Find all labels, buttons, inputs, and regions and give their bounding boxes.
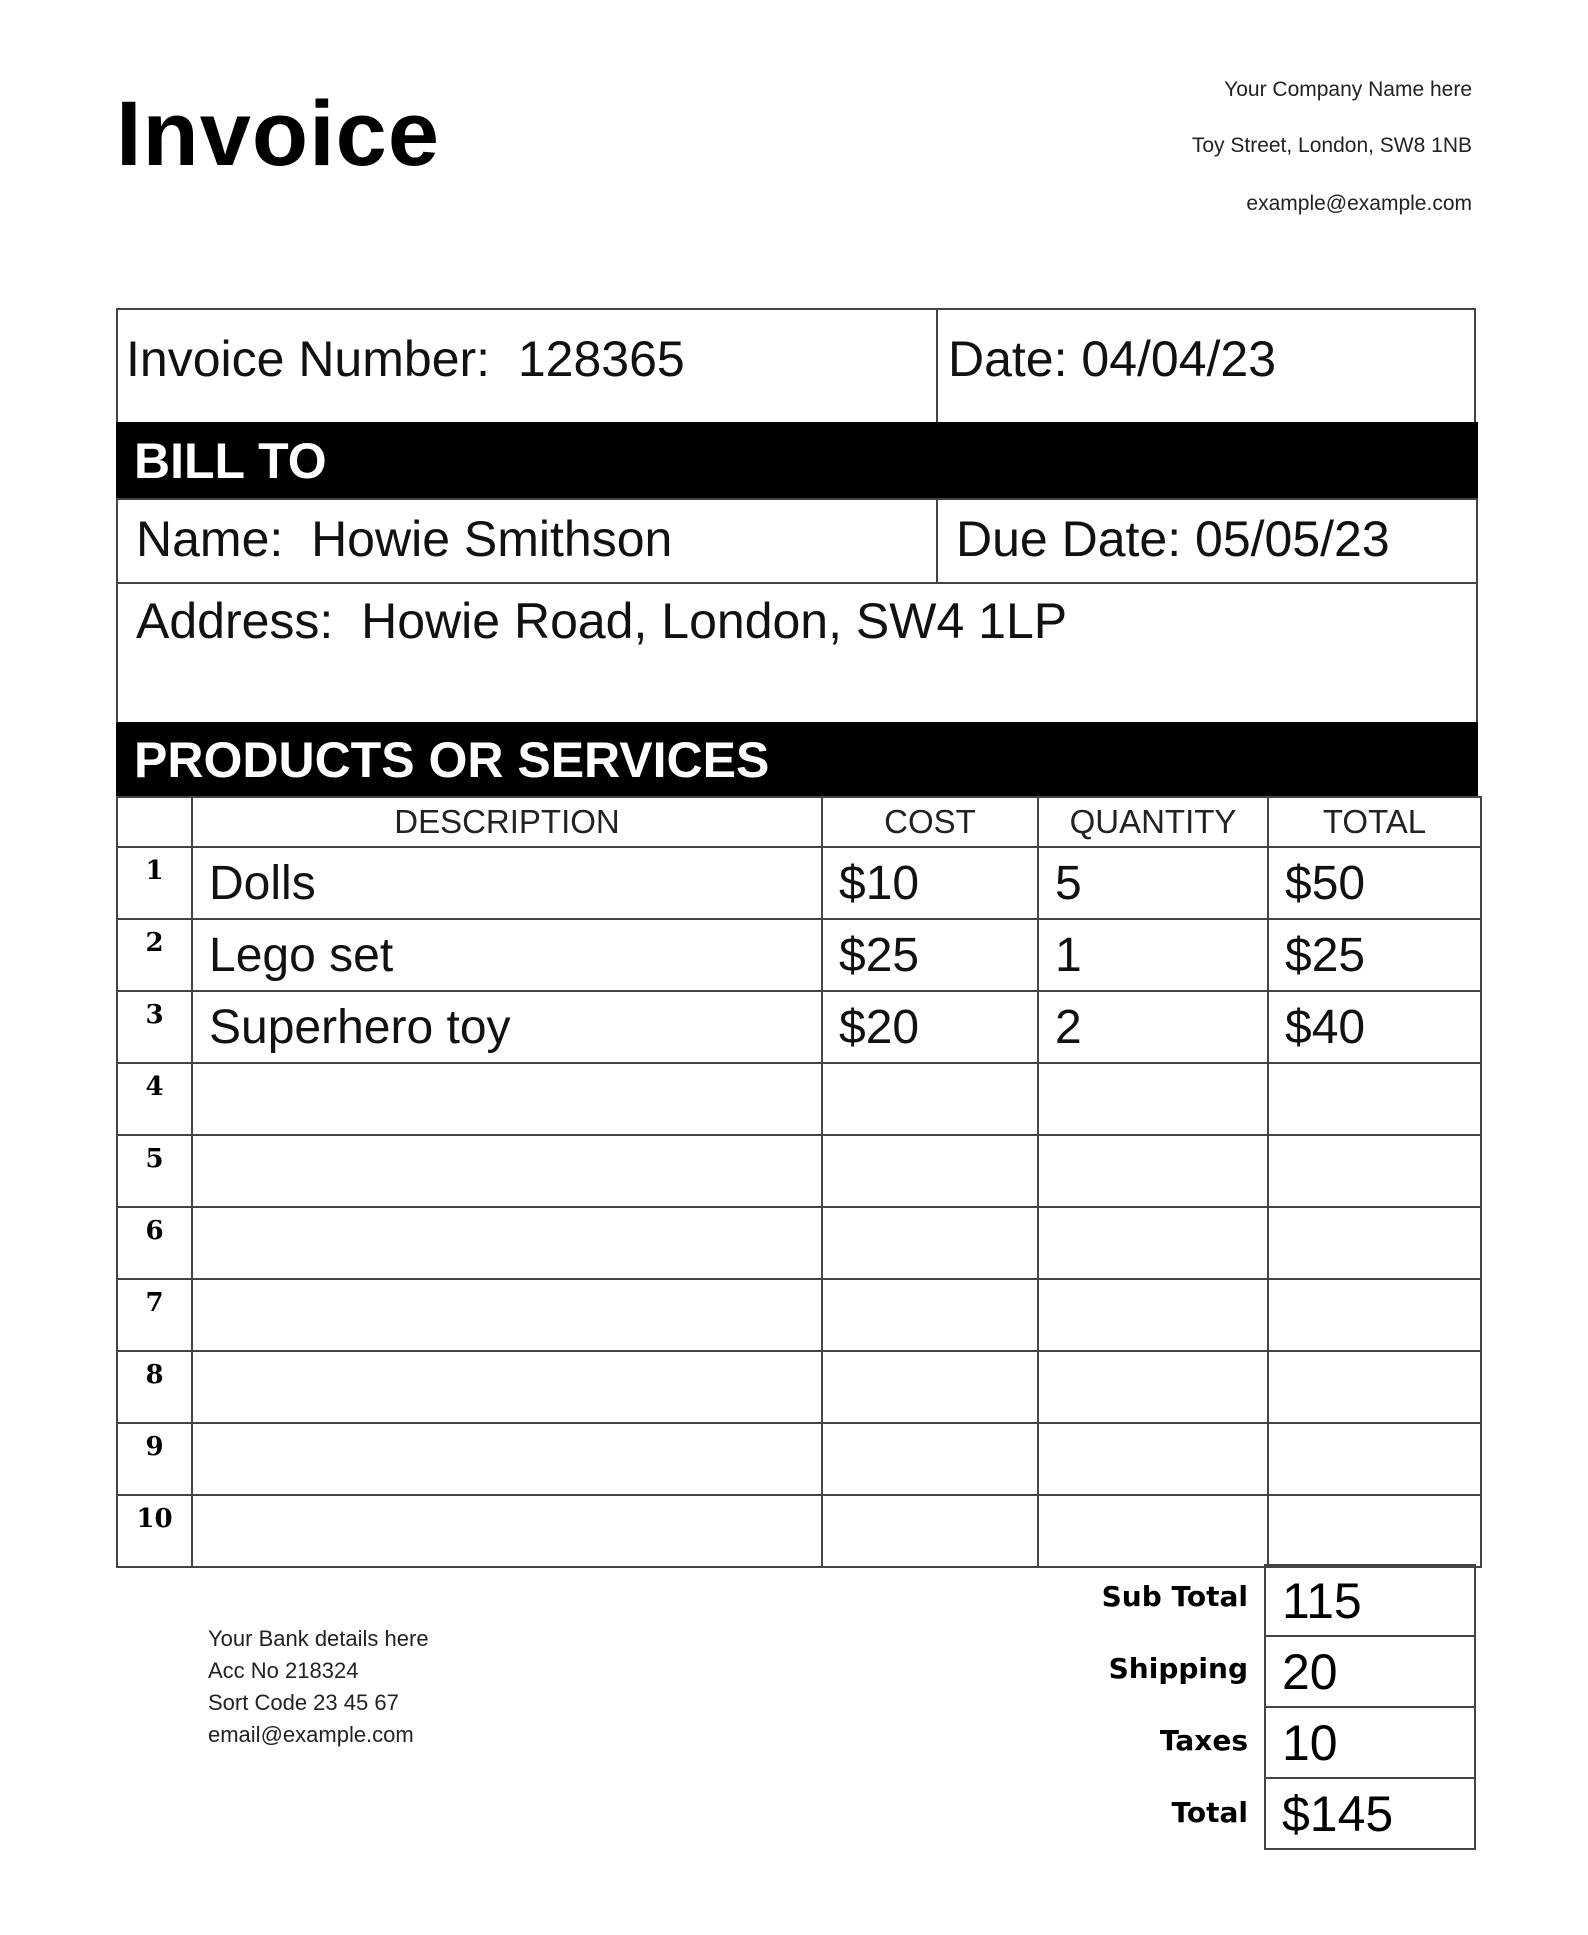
- table-row: [117, 1063, 1481, 1135]
- item-total: [1268, 1495, 1481, 1567]
- item-description: [192, 1351, 822, 1423]
- row-number: 1: [117, 847, 192, 919]
- bill-to-heading: BILL TO: [116, 422, 1478, 500]
- table-row: [117, 1423, 1481, 1495]
- item-total: [1268, 1423, 1481, 1495]
- item-description: [192, 1423, 822, 1495]
- item-cost: [822, 1063, 1038, 1135]
- invoice-number-label: Invoice Number:: [126, 331, 491, 387]
- item-quantity: [1038, 1495, 1268, 1567]
- invoice-date-cell: [936, 308, 1476, 424]
- item-quantity: [1038, 1135, 1268, 1207]
- table-row: [117, 1351, 1481, 1423]
- item-description: [192, 1135, 822, 1207]
- total-label: Total: [1171, 1796, 1248, 1829]
- item-total: $40: [1268, 991, 1481, 1063]
- bill-to-address-label: Address:: [136, 593, 334, 649]
- due-date: 05/05/23: [1195, 511, 1390, 567]
- item-total: [1268, 1351, 1481, 1423]
- bank-email: email@example.com: [208, 1722, 414, 1747]
- row-number: 10: [117, 1495, 192, 1567]
- due-date-label: Due Date:: [956, 511, 1182, 567]
- item-description: [192, 1279, 822, 1351]
- item-description: [192, 1495, 822, 1567]
- item-description: Superhero toy: [192, 991, 822, 1063]
- item-quantity: [1038, 1351, 1268, 1423]
- item-total: $50: [1268, 847, 1481, 919]
- bank-account-number: Acc No 218324: [208, 1658, 359, 1683]
- row-number: 7: [117, 1279, 192, 1351]
- item-cost: [822, 1351, 1038, 1423]
- item-cost: [822, 1495, 1038, 1567]
- item-total: [1268, 1063, 1481, 1135]
- table-row: [117, 1135, 1481, 1207]
- company-name: Your Company Name here: [1224, 78, 1472, 101]
- item-quantity: [1038, 1207, 1268, 1279]
- item-quantity: [1038, 1063, 1268, 1135]
- invoice-date: 04/04/23: [1081, 331, 1277, 387]
- item-cost: $25: [822, 919, 1038, 991]
- company-email: example@example.com: [1246, 192, 1472, 215]
- column-header-description: DESCRIPTION: [192, 797, 822, 847]
- item-cost: [822, 1423, 1038, 1495]
- item-description: Dolls: [192, 847, 822, 919]
- bill-to-address: Howie Road, London, SW4 1LP: [361, 593, 1068, 649]
- item-quantity: [1038, 1423, 1268, 1495]
- taxes-value: 10: [1264, 1706, 1476, 1779]
- item-cost: $10: [822, 847, 1038, 919]
- row-number: 2: [117, 919, 192, 991]
- table-row: [117, 847, 1481, 919]
- row-number: 9: [117, 1423, 192, 1495]
- company-address: Toy Street, London, SW8 1NB: [1191, 134, 1472, 157]
- item-quantity: 1: [1038, 919, 1268, 991]
- bill-to-address-cell: [116, 582, 1478, 724]
- row-number: 5: [117, 1135, 192, 1207]
- item-total: [1268, 1135, 1481, 1207]
- item-cost: $20: [822, 991, 1038, 1063]
- table-header-row: [117, 797, 1481, 847]
- item-description: Lego set: [192, 919, 822, 991]
- table-row: [117, 919, 1481, 991]
- table-row: [117, 991, 1481, 1063]
- item-description: [192, 1063, 822, 1135]
- item-total: $25: [1268, 919, 1481, 991]
- bank-details-line1: Your Bank details here: [208, 1626, 429, 1651]
- bank-sort-code: Sort Code 23 45 67: [208, 1690, 399, 1715]
- row-number: 6: [117, 1207, 192, 1279]
- item-cost: [822, 1135, 1038, 1207]
- table-row: [117, 1207, 1481, 1279]
- item-description: [192, 1207, 822, 1279]
- column-header-quantity: QUANTITY: [1038, 797, 1268, 847]
- shipping-value: 20: [1264, 1635, 1476, 1708]
- table-row: [117, 1279, 1481, 1351]
- items-table: [116, 796, 1482, 1568]
- bill-to-name-label: Name:: [136, 511, 284, 567]
- item-total: [1268, 1207, 1481, 1279]
- item-cost: [822, 1207, 1038, 1279]
- total-value: $145: [1264, 1777, 1476, 1850]
- invoice-date-label: Date:: [948, 331, 1068, 387]
- table-row: [117, 1495, 1481, 1567]
- products-heading: PRODUCTS OR SERVICES: [116, 722, 1478, 798]
- shipping-label: Shipping: [1108, 1652, 1248, 1685]
- due-date-cell: [936, 498, 1478, 584]
- taxes-label: Taxes: [1159, 1724, 1248, 1757]
- item-cost: [822, 1279, 1038, 1351]
- subtotal-label: Sub Total: [1101, 1580, 1248, 1613]
- column-header-number: [117, 797, 192, 847]
- bill-to-name: Howie Smithson: [311, 511, 673, 567]
- page-title: Invoice: [116, 83, 441, 185]
- invoice-number-cell: [116, 308, 938, 424]
- bill-to-name-cell: [116, 498, 938, 584]
- row-number: 3: [117, 991, 192, 1063]
- invoice-number: 128365: [517, 331, 685, 387]
- row-number: 4: [117, 1063, 192, 1135]
- item-total: [1268, 1279, 1481, 1351]
- item-quantity: 5: [1038, 847, 1268, 919]
- item-quantity: 2: [1038, 991, 1268, 1063]
- row-number: 8: [117, 1351, 192, 1423]
- item-quantity: [1038, 1279, 1268, 1351]
- column-header-total: TOTAL: [1268, 797, 1481, 847]
- subtotal-value: 115: [1264, 1564, 1476, 1637]
- column-header-cost: COST: [822, 797, 1038, 847]
